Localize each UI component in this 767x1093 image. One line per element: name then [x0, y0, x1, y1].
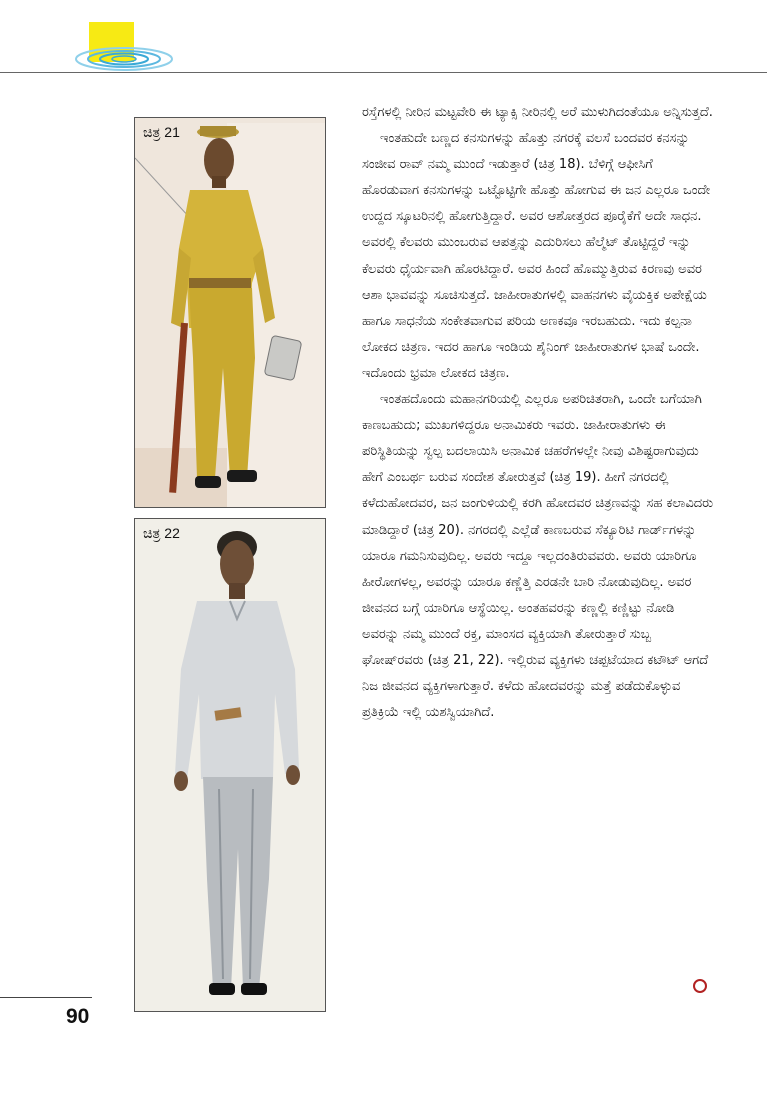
page-number: 90	[66, 1005, 90, 1028]
portrait-man-in-grey-icon	[135, 519, 325, 1011]
footer-rule	[0, 997, 92, 998]
header-rule	[0, 72, 767, 73]
figure-21-caption: ಚಿತ್ರ 21	[143, 124, 180, 140]
figure-22	[134, 518, 326, 1012]
figure-21	[134, 117, 326, 508]
portrait-security-guard-icon	[135, 118, 325, 507]
figure-22-caption: ಚಿತ್ರ 22	[143, 525, 180, 541]
body-paragraph: ರಸ್ತೆಗಳಲ್ಲಿ ನೀರಿನ ಮಟ್ಟವೇರಿ ಈ ಟ್ಯಾಕ್ಸಿ ನೀರಿನಲ್ಲಿ ಅರೆ ಮುಳುಗಿದಂತೆಯೂ ಅನ್ನಿಸುತ್ತದೆ.	[362, 105, 713, 120]
article-body	[362, 100, 714, 726]
body-paragraph: ಇಂತಹುದೇ ಬಣ್ಣದ ಕನಸುಗಳನ್ನು ಹೊತ್ತು ನಗರಕ್ಕೆ ವಲಸೆ ಬಂದವರ ಕನಸನ್ನು ಸಂಜೀವ ರಾವ್ ನಮ್ಮ ಮುಂದೆ ಇಡುತ್ತಾರೆ (ಚಿತ್ರ 18). ಬೆಳಿಗ್ಗೆ ಆಫೀಸಿಗೆ ಹೊರಡುವಾಗ ಕನಸುಗಳನ್ನು ಒಟ್ಟೊಟ್ಟಿಗೇ ಹೊತ್ತು ಹೋಗುವ ಈ ಜನ ಎಲ್ಲರೂ ಒಂದೇ ಉದ್ದದ ಸ್ಕೂಟರಿನಲ್ಲಿ ಹೋಗುತ್ತಿದ್ದಾರೆ. ಅವರ ಆಶೋತ್ತರದ ಪೂರೈಕೆಗೆ ಅದೇ ಸಾಧನ. ಅವರಲ್ಲಿ ಕೆಲವರು ಮುಂಬರುವ ಆಪತ್ತನ್ನು ಎದುರಿಸಲು ಹೆಲ್ಮೆಟ್ ತೊಟ್ಟಿದ್ದರೆ ಇನ್ನು ಕೆಲವರು ಧೈರ್ಯವಾಗಿ ಹೊರಟಿದ್ದಾರೆ. ಅವರ ಹಿಂದೆ ಹೊಮ್ಮುತ್ತಿರುವ ಕಿರಣವು ಅವರ ಆಶಾ ಭಾವವನ್ನು ಸೂಚಿಸುತ್ತದೆ. ಜಾಹೀರಾತುಗಳಲ್ಲಿ ವಾಹನಗಳು ವೈಯಕ್ತಿಕ ಅಪೇಕ್ಷೆಯ ಹಾಗೂ ಸಾಧನೆಯ ಸಂಕೇತವಾಗುವ ಪರಿಯ ಅಣಕವೂ ಇರಬಹುದು. ಇದು ಕಲ್ಪನಾ ಲೋಕದ ಚಿತ್ರಣ. ಇದರ ಹಾಗೂ ಇಂಡಿಯ ಶೈನಿಂಗ್ ಜಾಹೀರಾತುಗಳ ಭಾಷೆ ಒಂದೇ. ಇದೊಂದು ಭ್ರಮಾ ಲೋಕದ ಚಿತ್ರಣ.	[362, 131, 711, 381]
body-paragraph: ಇಂತಹದೊಂದು ಮಹಾನಗರಿಯಲ್ಲಿ ಎಲ್ಲರೂ ಅಪರಿಚಿತರಾಗಿ, ಒಂದೇ ಬಗೆಯಾಗಿ ಕಾಣಬಹುದು; ಮುಖಗಳಿದ್ದರೂ ಅನಾಮಿಕರು ಇವರು. ಜಾಹೀರಾತುಗಳು ಈ ಪರಿಸ್ಥಿತಿಯನ್ನು ಸ್ವಲ್ಪ ಬದಲಾಯಿಸಿ ಅನಾಮಿಕ ಚಹರೆಗಳಲ್ಲೇ ನೀವು ವಿಶಿಷ್ಟರಾಗುವುದು ಹೇಗೆ ಎಂಬರ್ಥ ಬರುವ ಸಂದೇಶ ತೋರುತ್ತವೆ (ಚಿತ್ರ 19). ಹೀಗೆ ನಗರದಲ್ಲಿ ಕಳೆದುಹೋದವರ, ಜನ ಜಂಗುಳಿಯಲ್ಲಿ ಕರಗಿ ಹೋದವರ ಚಿತ್ರಣವನ್ನು ಸಹ ಕಲಾವಿದರು ಮಾಡಿದ್ದಾರೆ (ಚಿತ್ರ 20). ನಗರದಲ್ಲಿ ಎಲ್ಲೆಡೆ ಕಾಣಬರುವ ಸೆಕ್ಯೂರಿಟಿ ಗಾರ್ಡ್‍ಗಳನ್ನು ಯಾರೂ ಗಮನಿಸುವುದಿಲ್ಲ. ಅವರು ಇದ್ದೂ ಇಲ್ಲದಂತಿರುವವರು. ಅವರು ಯಾರಿಗೂ ಹೀರೋಗಳಲ್ಲ, ಅವರನ್ನು ಯಾರೂ ಕಣ್ಣೆತ್ತಿ ಎರಡನೇ ಬಾರಿ ನೋಡುವುದಿಲ್ಲ. ಅವರ ಜೀವನದ ಬಗ್ಗೆ ಯಾರಿಗೂ ಆಸ್ಥೆಯಿಲ್ಲ. ಅಂತಹವರನ್ನು ಕಣ್ಣಲ್ಲಿ ಕಣ್ಣಿಟ್ಟು ನೋಡಿ ಅವರನ್ನು ನಮ್ಮ ಮುಂದೆ ರಕ್ತ, ಮಾಂಸದ ವ್ಯಕ್ತಿಯಾಗಿ ತೋರುತ್ತಾರೆ ಸುಬ್ಬ ಘೋಷ್‌ರವರು (ಚಿತ್ರ 21, 22). ಇಲ್ಲಿರುವ ವ್ಯಕ್ತಿಗಳು ಚಪ್ಪಟೆಯಾದ ಕಟೌಟ್ ಆಗದೆ ನಿಜ ಜೀವನದ ವ್ಯಕ್ತಿಗಳಾಗುತ್ತಾರೆ. ಕಳೆದು ಹೋದವರನ್ನು ಮತ್ತೆ ಪಡೆದುಕೊಳ್ಳುವ ಪ್ರತಿಕ್ರಿಯೆ ಇಲ್ಲಿ ಯಶಸ್ವಿಯಾಗಿದೆ.	[362, 392, 714, 721]
header-ripple-icon	[74, 46, 174, 72]
end-of-article-icon	[693, 979, 707, 993]
